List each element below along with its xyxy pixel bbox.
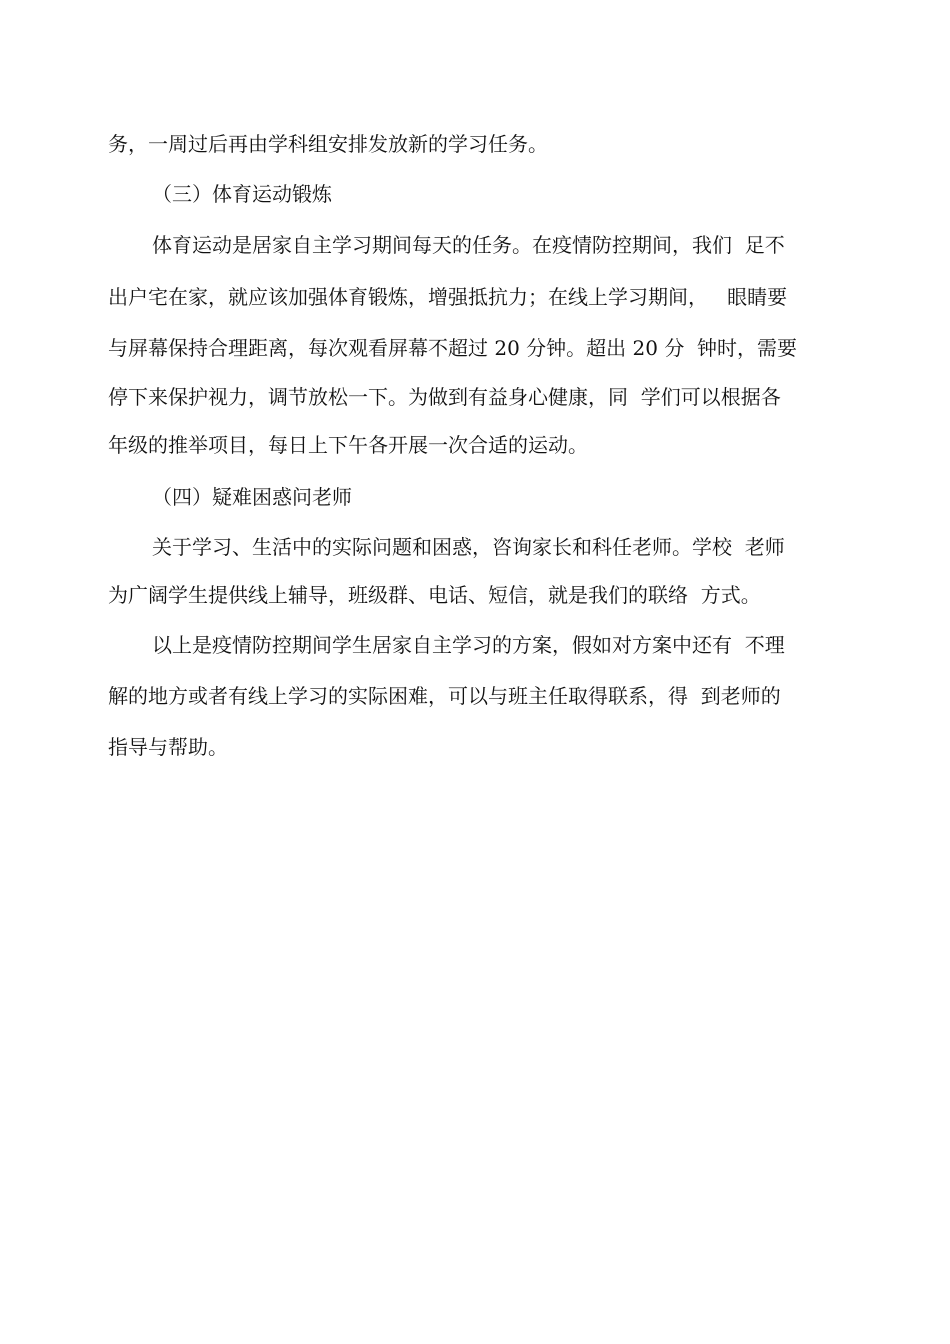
paragraph-line: 与屏幕保持合理距离，每次观看屏幕不超过 20 分钟。超出 20 分 钟时，需要: [108, 336, 798, 360]
section-heading: （三）体育运动锻炼: [152, 182, 332, 206]
paragraph-line: 出户宅在家，就应该加强体育锻炼，增强抵抗力；在线上学习期间， 眼睛要: [108, 285, 788, 309]
paragraph-line: 解的地方或者有线上学习的实际困难，可以与班主任取得联系，得 到老师的: [108, 684, 781, 708]
paragraph-line: 为广阔学生提供线上辅导，班级群、电话、短信，就是我们的联络 方式。: [108, 583, 761, 607]
paragraph-line: 体育运动是居家自主学习期间每天的任务。在疫情防控期间，我们 足不: [152, 233, 785, 257]
paragraph-line: 指导与帮助。: [108, 735, 228, 759]
paragraph-line: 年级的推举项目，每日上下午各开展一次合适的运动。: [108, 433, 588, 457]
paragraph-line: 务，一周过后再由学科组安排发放新的学习任务。: [108, 132, 548, 156]
paragraph-line: 关于学习、生活中的实际问题和困惑，咨询家长和科任老师。学校 老师: [152, 535, 785, 559]
section-heading: （四）疑难困惑问老师: [152, 485, 352, 509]
paragraph-line: 以上是疫情防控期间学生居家自主学习的方案，假如对方案中还有 不理: [152, 633, 785, 657]
paragraph-line: 停下来保护视力，调节放松一下。为做到有益身心健康，同 学们可以根据各: [108, 385, 781, 409]
